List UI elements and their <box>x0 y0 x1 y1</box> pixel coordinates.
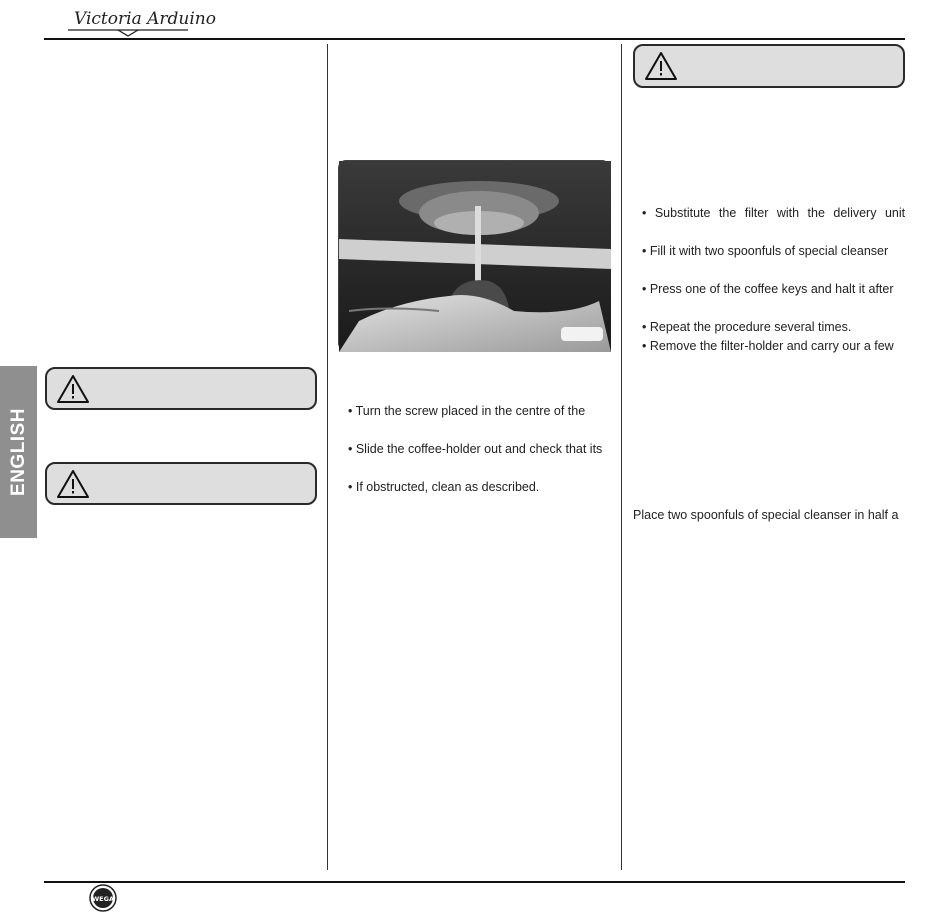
right-bullet-1: • Substitute the filter with the delivery unit <box>642 206 906 220</box>
language-tab <box>0 366 37 538</box>
middle-bullet-3: • If obstructed, clean as described. <box>348 480 540 494</box>
footer-logo <box>88 883 118 913</box>
right-bullet-2: • Fill it with two spoonfuls of special cleanser <box>642 244 889 258</box>
footer-rule <box>44 881 905 883</box>
warning-box-2 <box>45 462 317 505</box>
warning-triangle-icon <box>55 468 91 500</box>
brand-logo <box>66 2 216 38</box>
warning-triangle-icon <box>643 50 679 82</box>
header-rule <box>44 38 905 40</box>
language-tab-label: ENGLISH <box>7 408 29 496</box>
warning-box-3 <box>633 44 905 88</box>
warning-triangle-icon <box>55 373 91 405</box>
right-paragraph: Place two spoonfuls of special cleanser in half a <box>633 508 899 522</box>
brand-logo-text: Victoria Arduino <box>74 9 216 29</box>
column-divider-right <box>621 44 622 870</box>
right-bullet-4: • Repeat the procedure several times. <box>642 320 852 334</box>
right-bullet-5: • Remove the filter-holder and carry our a few <box>642 339 894 353</box>
column-divider-left <box>327 44 328 870</box>
footer-logo-text: WEGA <box>92 895 114 903</box>
right-bullet-3: • Press one of the coffee keys and halt it after <box>642 282 894 296</box>
screwdriver-photo <box>338 160 610 351</box>
warning-box-1 <box>45 367 317 410</box>
middle-bullet-1: • Turn the screw placed in the centre of the <box>348 404 586 418</box>
middle-bullet-2: • Slide the coffee-holder out and check that its <box>348 442 603 456</box>
